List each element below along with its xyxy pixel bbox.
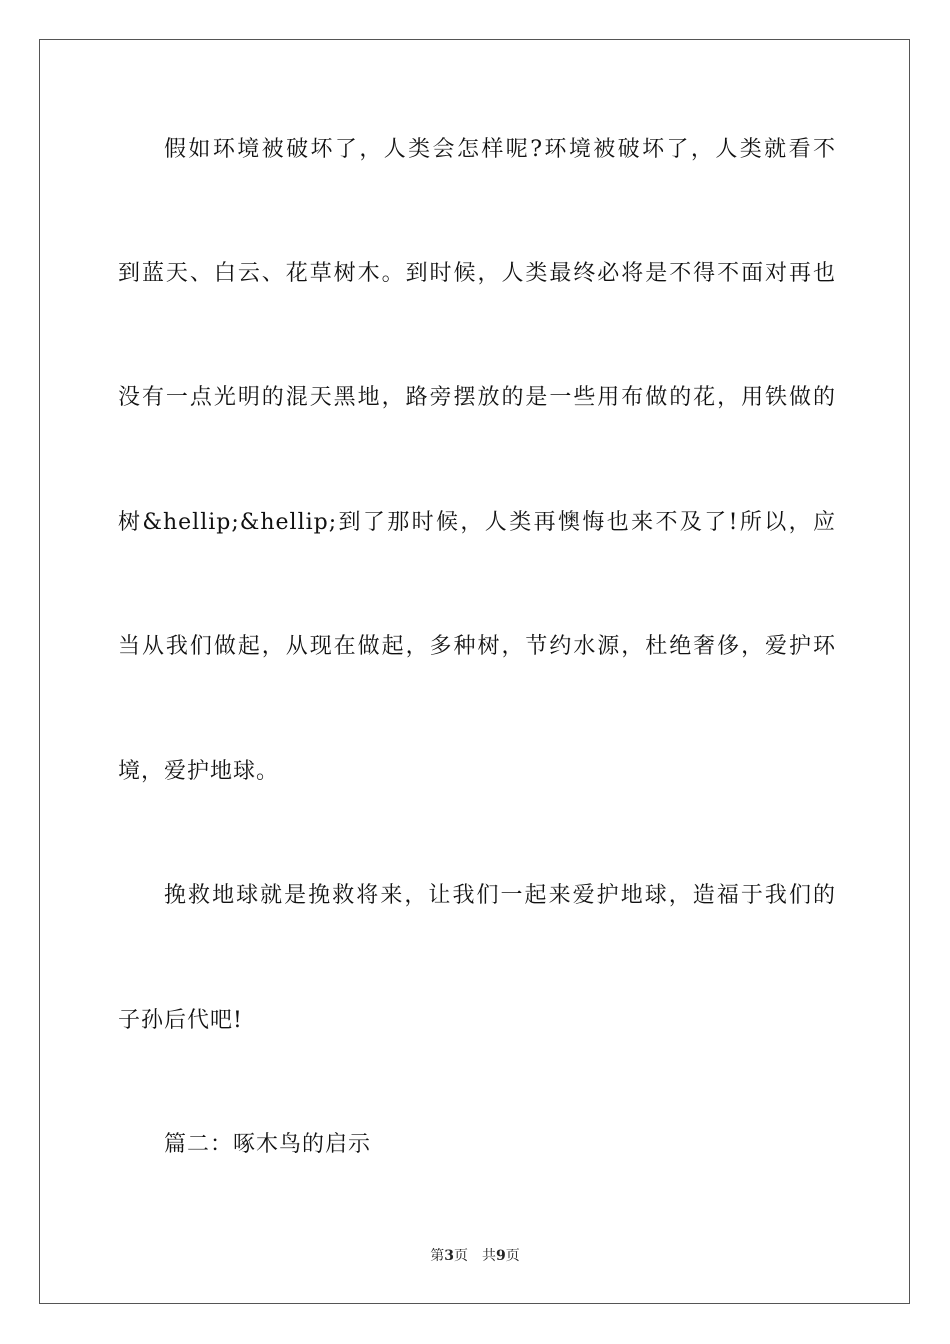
paragraph-1-line-4: 树&hellip;&hellip;到了那时候，人类再懊悔也来不及了!所以，应 [118,510,836,535]
paragraph-1-line-3: 没有一点光明的混天黑地，路旁摆放的是一些用布做的花，用铁做的 [118,385,836,410]
footer-page-suffix: 页 [454,1248,468,1264]
paragraph-2-line-1: 挽救地球就是挽救将来，让我们一起来爱护地球，造福于我们的 [164,883,836,908]
footer-total-suffix: 页 [505,1248,520,1264]
page-border [39,39,910,1304]
footer-page-total: 9 [496,1248,506,1264]
paragraph-1-line-6: 境，爱护地球。 [118,759,280,784]
page-footer [0,1246,950,1266]
paragraph-1-line-5: 当从我们做起，从现在做起，多种树，节约水源，杜绝奢侈，爱护环 [118,634,836,659]
footer-page-prefix: 第 [430,1248,445,1264]
section-heading: 篇二：啄木鸟的启示 [164,1132,372,1157]
paragraph-1-line-2: 到蓝天、白云、花草树木。到时候，人类最终必将是不得不面对再也 [118,261,836,286]
paragraph-1-line-1: 假如环境被破坏了，人类会怎样呢?环境被破坏了，人类就看不 [164,137,836,162]
footer-page-current: 3 [444,1248,454,1264]
footer-total-prefix: 共 [482,1248,496,1264]
paragraph-2-line-2: 子孙后代吧! [118,1008,243,1033]
